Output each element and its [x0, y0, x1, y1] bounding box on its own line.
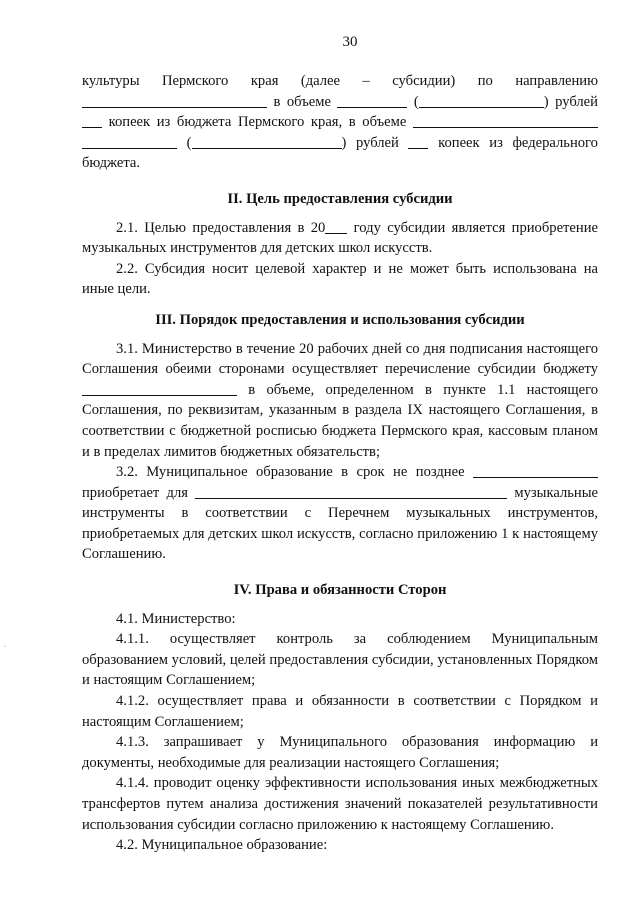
- clause-3-2: 3.2. Муниципальное образование в срок не позднее приобретает для музыкальные инструменты в соответствии с Перечнем музыкальных инструментов, приобретаемых для детских школ искусств, согласно приложению 1 к настоящему Соглашению.: [82, 464, 598, 563]
- blank-purpose: [195, 484, 507, 499]
- blank-year: [325, 219, 347, 234]
- clause-3-1: 3.1. Министерство в течение 20 рабочих дней со дня подписания настоящего Соглашения обеими сторонами осуществляет перечисление субсидии бюджету в объеме, определенном в пункте 1.1 настоящего Соглашения, по реквизитам, указанным в раздела IX настоящего Соглашения, в соответствии с бюджетной росписью бюджета Пермского края, кассовым планом и в пределах лимитов бюджетных обязательств;: [82, 340, 598, 460]
- clause-4-1: 4.1. Министерство:: [116, 610, 236, 627]
- blank-kopecks-1: [82, 113, 102, 128]
- clause-4-1-4: 4.1.4. проводит оценку эффективности использования иных межбюджетных трансфертов путем анализа достижения значений показателей результативности использования субсидии согласно приложению к настоящему Соглашению.: [82, 775, 598, 833]
- blank-amount-2: [413, 113, 598, 128]
- blank-kopecks-2: [408, 134, 428, 149]
- intro-line-4: ( ) рублей копеек из федерального: [82, 133, 598, 154]
- clause-4-1-1: 4.1.1. осуществляет контроль за соблюдением Муниципальным образованием условий, целей предоставления субсидии, установленных Порядком и настоящим Соглашением;: [82, 631, 598, 689]
- blank-amount-3: [82, 134, 177, 149]
- clause-2-1: 2.1. Целью предоставления в 20 году субсидии является приобретение музыкальных инструментов для детских школ искусств.: [82, 219, 598, 257]
- blank-deadline: [473, 463, 598, 478]
- clause-4-1-2: 4.1.2. осуществляет права и обязанности в соответствии с Порядком и настоящим Соглашением;: [82, 693, 598, 730]
- margin-mark: ·: [3, 640, 7, 653]
- blank-budget-recipient: [82, 381, 237, 396]
- blank-direction: [82, 93, 267, 108]
- clause-2-2: 2.2. Субсидия носит целевой характер и не может быть использована на иные цели.: [82, 260, 598, 298]
- blank-amount-words-1: [419, 93, 544, 108]
- intro-line-5: бюджета.: [82, 155, 141, 172]
- section-4-title: IV. Права и обязанности Сторон: [233, 582, 447, 599]
- blank-amount-words-2: [192, 134, 342, 149]
- blank-amount-1: [337, 93, 407, 108]
- clause-4-1-3: 4.1.3. запрашивает у Муниципального образования информацию и документы, необходимые для реализации настоящего Соглашения;: [82, 734, 598, 771]
- intro-line-1: культуры Пермского края (далее – субсидии) по направлению: [82, 73, 598, 89]
- clause-4-2: 4.2. Муниципальное образование:: [116, 837, 328, 854]
- page-number: 30: [342, 34, 358, 50]
- intro-line-3: копеек из бюджета Пермского края, в объеме: [82, 112, 598, 133]
- section-2-title: II. Цель предоставления субсидии: [227, 190, 453, 207]
- section-3-title: III. Порядок предоставления и использования субсидии: [155, 311, 525, 328]
- intro-line-2: в объеме ( ) рублей: [82, 92, 598, 113]
